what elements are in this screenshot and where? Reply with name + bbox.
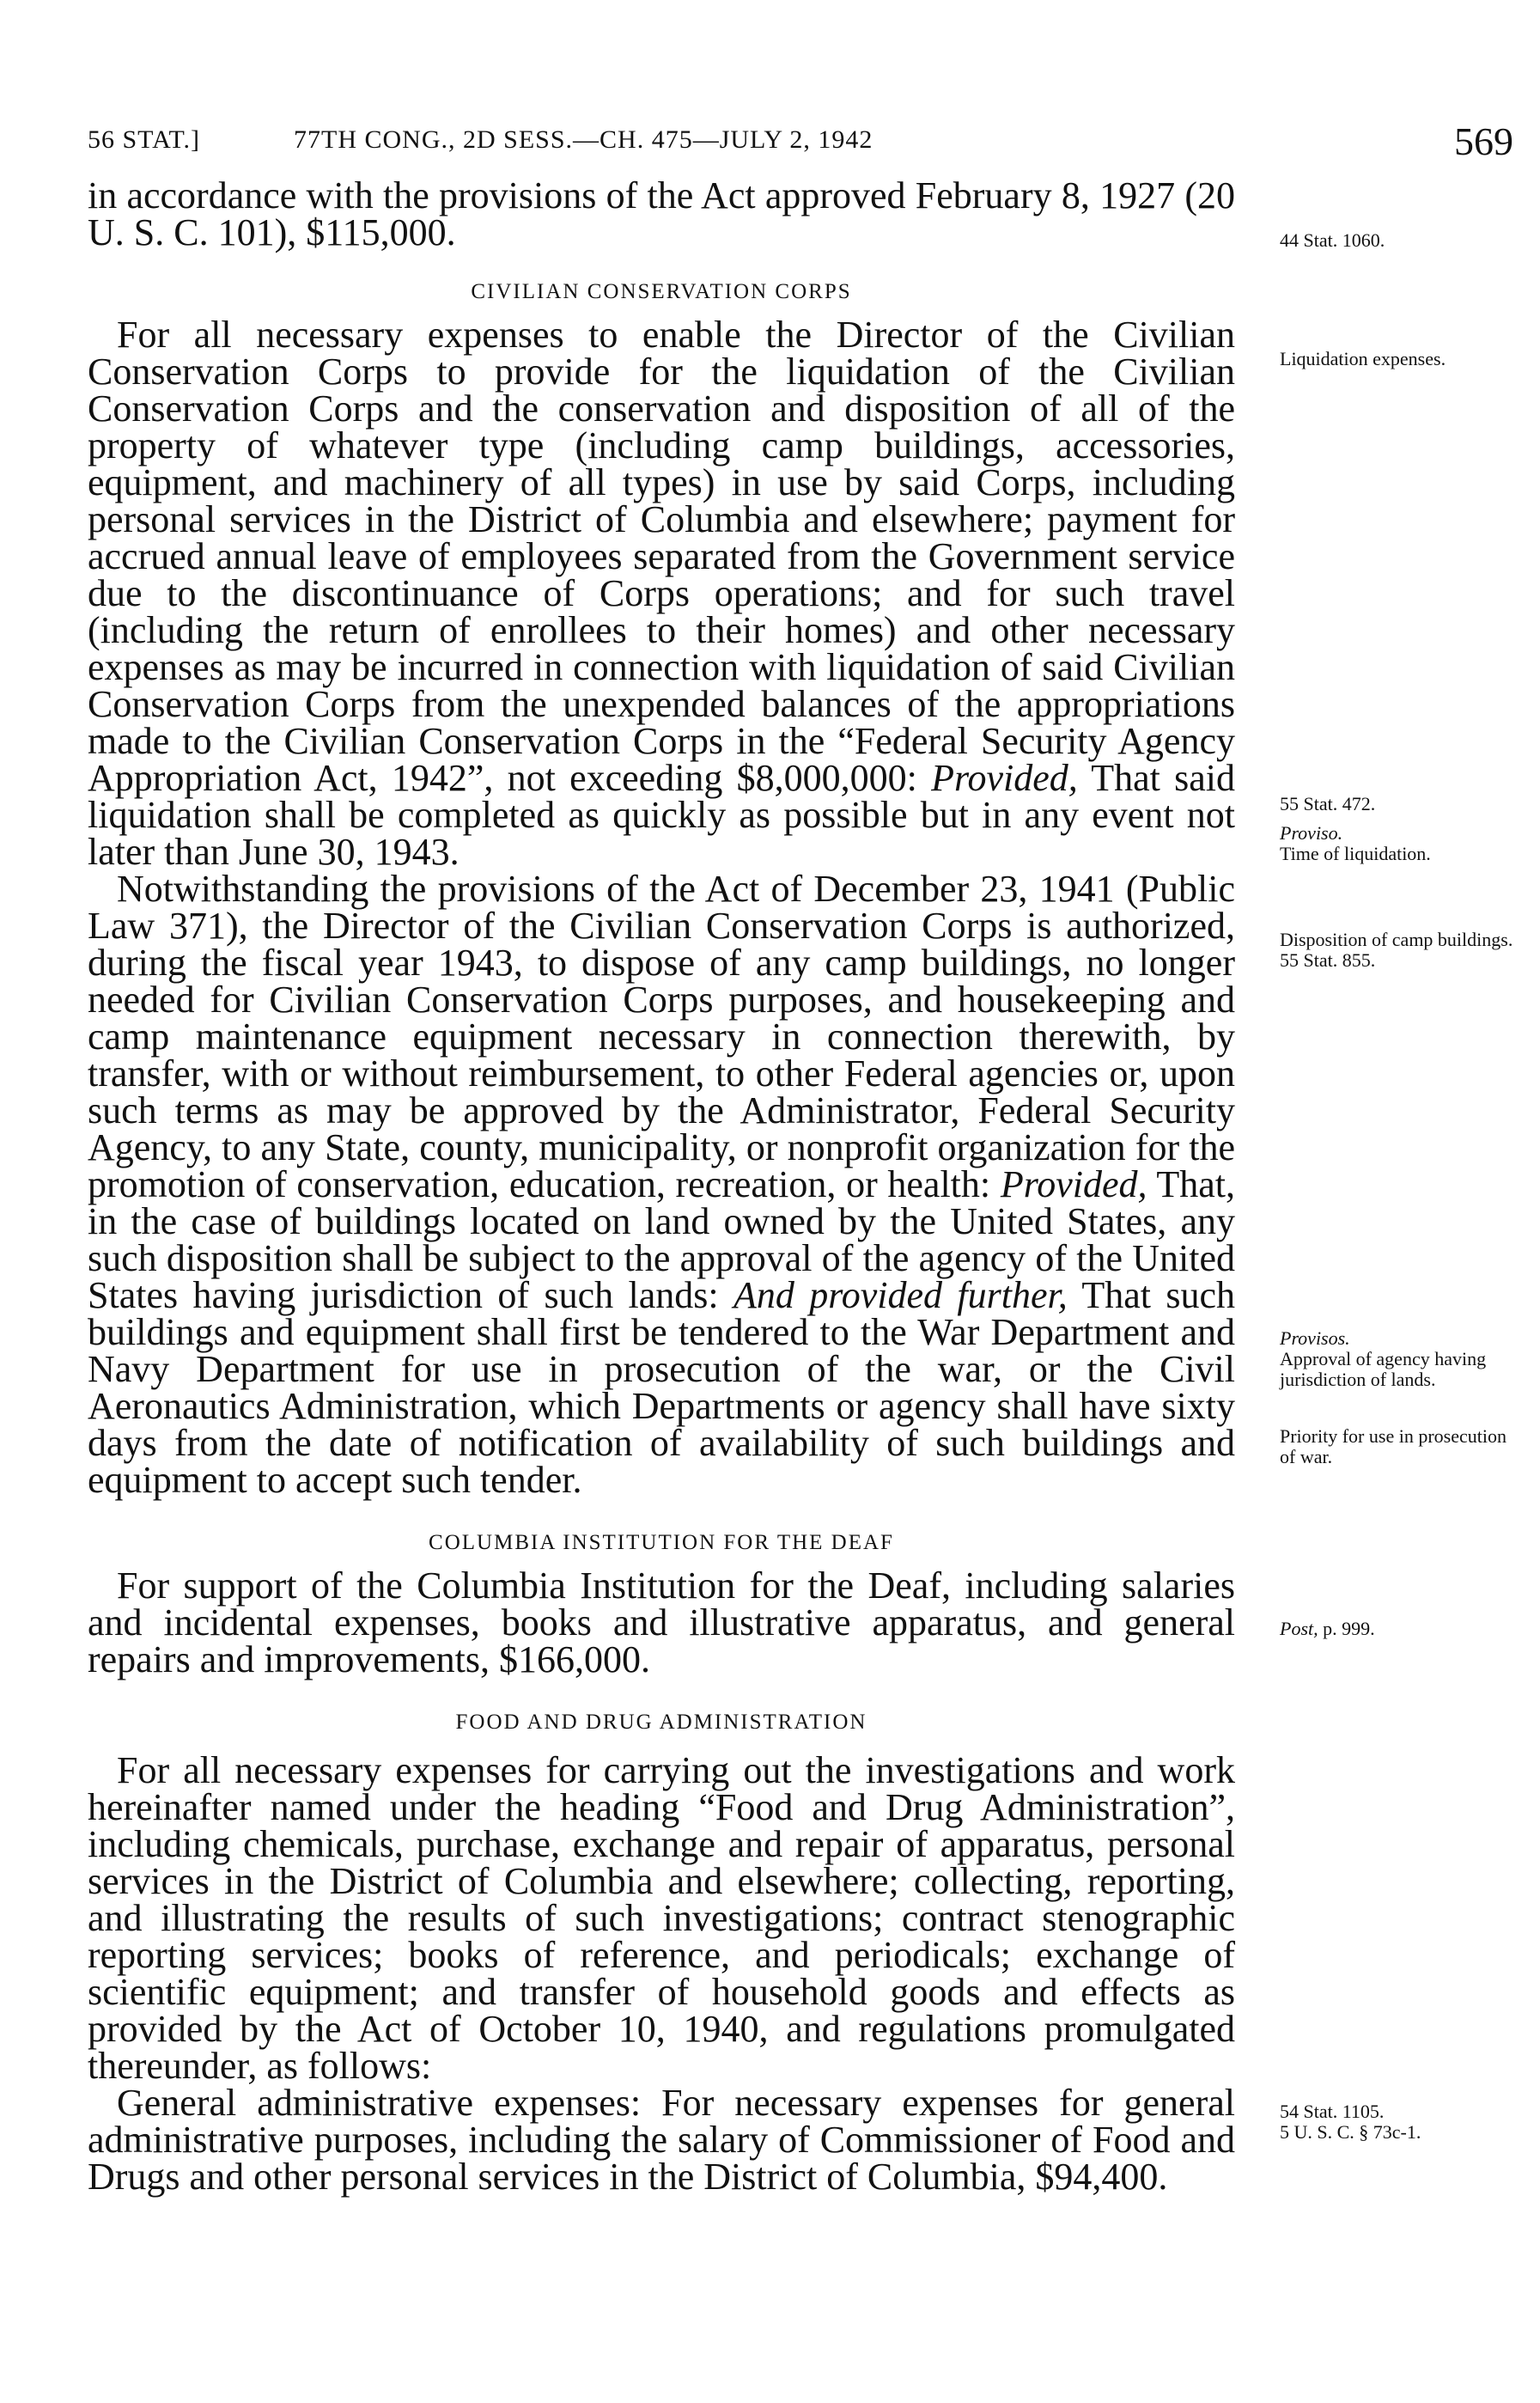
opening-paragraph: in accordance with the provisions of the Act approved February 8, 1927 (20 U. S. C. 101), $115,000. bbox=[88, 174, 1235, 253]
section-heading-fda: FOOD AND DRUG ADMINISTRATION bbox=[455, 1711, 867, 1734]
ccc-p1-text-b: That said liquidation shall be completed as quickly as possible but in any event not later than June 30, 1943. bbox=[88, 757, 1235, 873]
margin-usc-citation: 5 U. S. C. § 73c-1. bbox=[1280, 2121, 1421, 2143]
ccc-p2-provided: Provided, bbox=[1000, 1163, 1147, 1205]
margin-note-provisos bbox=[1280, 1328, 1520, 1390]
ccc-paragraph-1 bbox=[88, 314, 1235, 873]
statute-citation: 56 STAT.] bbox=[88, 125, 201, 154]
margin-provisos-label: Provisos. bbox=[1280, 1327, 1350, 1349]
main-text-column bbox=[88, 174, 1236, 2198]
ccc-paragraph-2 bbox=[88, 868, 1236, 1501]
section-heading-ccc: CIVILIAN CONSERVATION CORPS bbox=[471, 280, 852, 303]
ccc-p2-text-c: That such buildings and equipment shall first be tendered to the War Department and Navy Department for use in prosecution of the war, or the Civil Aeronautics Administration, which Departments or agency shall have sixty days from the date of notification of availability of such buildings and equipment to accept such tender. bbox=[88, 1274, 1236, 1501]
ccc-p2-text-a: Notwithstanding the provisions of the Act of December 23, 1941 (Public Law 371), the Director of the Civilian Conservation Corps is authorized, during the fiscal year 1943, to dispose of any camp buildings, no longer needed for Civilian Conservation Corps purposes, and housekeeping and camp maintenance equipment necessary in connection therewith, by transfer, with or without reimbursement, to other Federal agencies or, upon such terms as may be approved by the Administrator, Federal Security Agency, to any State, county, municipality, or nonprofit organization for the promotion of conservation, education, recreation, or health: bbox=[88, 868, 1235, 1205]
session-chapter-date: 77TH CONG., 2D SESS.—CH. 475—JULY 2, 1942 bbox=[294, 125, 873, 154]
margin-disposition-text: Disposition of camp buildings. bbox=[1280, 929, 1513, 950]
fda-paragraph-2: General administrative expenses: For necessary expenses for general administrative purposes, including the salary of Commissioner of Food and Drugs and other personal services in the District of Columbia, $94,400. bbox=[88, 2082, 1235, 2198]
margin-time-of-liquidation: Time of liquidation. bbox=[1280, 843, 1431, 864]
margin-54-stat-1105: 54 Stat. 1105. bbox=[1280, 2101, 1385, 2122]
margin-note-disposition bbox=[1280, 930, 1520, 971]
page-header bbox=[88, 119, 1513, 170]
margin-55-stat-855: 55 Stat. 855. bbox=[1280, 949, 1376, 971]
ccc-p2-text-b: That, in the case of buildings located on land owned by the United States, any such disposition shall be subject to the approval of the agency of the United States having jurisdiction of such lands: bbox=[88, 1163, 1236, 1316]
page-number: 569 bbox=[1454, 119, 1513, 163]
margin-proviso-label: Proviso. bbox=[1280, 822, 1343, 844]
ccc-p1-text-a: For all necessary expenses to enable the Director of the Civilian Conservation Corps to provide for the liquidation of the Civilian Conservation Corps and the conservation and disposition of all of the property of whatever type (including camp buildings, accessories, equipment, and machinery of all types) in use by said Corps, including personal services in the District of Columbia and elsewhere; payment for accrued annual leave of employees separated from the Government service due to the discontinuance of Corps operations; and for such travel (including the return of enrollees to their homes) and other necessary expenses as may be incurred in connection with liquidation of said Civilian Conservation Corps from the unexpended balances of the appropriations made to the Civilian Conservation Corps in the “Federal Security Agency Appropriation Act, 1942”, not exceeding $8,000,000: bbox=[88, 314, 1235, 799]
margin-note-44-stat: 44 Stat. 1060. bbox=[1280, 229, 1385, 251]
margin-note-54-stat bbox=[1280, 2101, 1520, 2143]
margin-note-proviso bbox=[1280, 823, 1520, 864]
margin-note-post bbox=[1280, 1619, 1520, 1639]
ccc-p2-provided-further: And provided further, bbox=[733, 1274, 1068, 1316]
margin-approval-agency: Approval of agency having jurisdiction of lands. bbox=[1280, 1348, 1487, 1390]
fda-paragraph-1: For all necessary expenses for carrying out the investigations and work hereinafter named under the heading “Food and Drug Administration”, including chemicals, purchase, exchange and repair of apparatus, personal services in the District of Columbia and elsewhere; collecting, reporting, and illustrating the results of such investigations; contract stenographic reporting services; books of reference, and periodicals; exchange of scientific equipment; and transfer of household goods and effects as provided by the Act of October 10, 1940, and regulations promulgated thereunder, as follows: bbox=[88, 1749, 1235, 2087]
margin-post-label: Post, bbox=[1280, 1618, 1318, 1639]
ccc-p1-provided: Provided, bbox=[931, 757, 1078, 799]
deaf-paragraph: For support of the Columbia Institution for the Deaf, including salaries and incidental expenses, books and illustrative apparatus, and general repairs and improvements, $166,000. bbox=[88, 1564, 1235, 1680]
section-heading-deaf: COLUMBIA INSTITUTION FOR THE DEAF bbox=[429, 1531, 894, 1554]
margin-note-priority: Priority for use in prosecution of war. bbox=[1280, 1425, 1507, 1467]
margin-post-page: p. 999. bbox=[1323, 1618, 1375, 1639]
margin-note-55-stat-472: 55 Stat. 472. bbox=[1280, 793, 1376, 814]
margin-note-liquidation: Liquidation expenses. bbox=[1280, 348, 1446, 369]
